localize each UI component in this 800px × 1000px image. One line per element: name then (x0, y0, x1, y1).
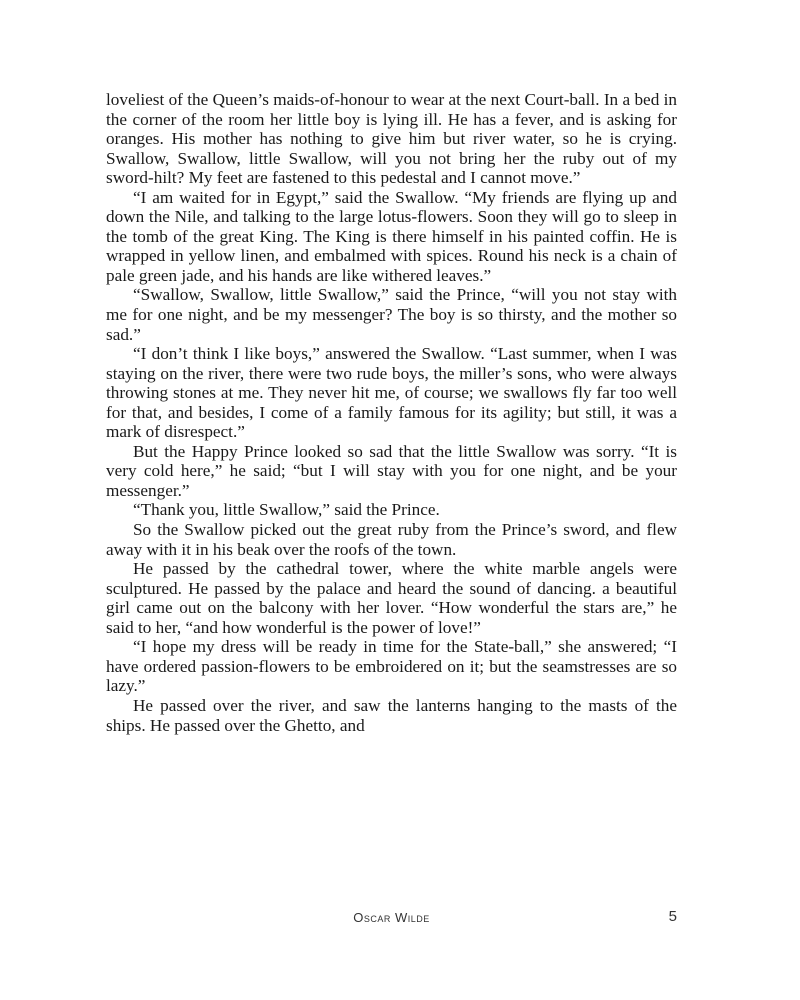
page-body (106, 90, 677, 735)
page-number: 5 (668, 908, 677, 925)
paragraph-1: loveliest of the Queen’s maids-of-honour to wear at the next Court-ball. In a bed in the corner of the room her little boy is lying ill. He has a fever, and is asking for oranges. His mother has nothing to give him but river water, so he is crying. Swallow, Swallow, little Swallow, will you not bring her the ruby out of my sword-hilt? My feet are fastened to this pedestal and I cannot move.” (106, 90, 677, 188)
paragraph-5: But the Happy Prince looked so sad that the little Swallow was sorry. “It is very cold here,” he said; “but I will stay with you for one night, and be your messenger.” (106, 441, 677, 500)
paragraph-7: So the Swallow picked out the great ruby from the Prince’s sword, and flew away with it in his beak over the roofs of the town. (106, 520, 677, 559)
paragraph-10: He passed over the river, and saw the lanterns hanging to the masts of the ships. He passed over the Ghetto, and (106, 695, 677, 735)
paragraph-4: “I don’t think I like boys,” answered the Swallow. “Last summer, when I was staying on the river, there were two rude boys, the miller’s sons, who were always throwing stones at me. They never hit me, of course; we swallows fly far too well for that, and besides, I come of a family famous for its agility; but still, it was a mark of disrespect.” (106, 344, 677, 442)
paragraph-8: He passed by the cathedral tower, where the white marble angels were sculptured. He passed by the palace and heard the sound of dancing. a beautiful girl came out on the balcony with her lover. “How wonderful the stars are,” he said to her, “and how wonderful is the power of love!” (106, 559, 677, 637)
paragraph-9: “I hope my dress will be ready in time for the State-ball,” she answered; “I have ordered passion-flowers to be embroidered on it; but the seamstresses are so lazy.” (106, 637, 677, 696)
paragraph-3: “Swallow, Swallow, little Swallow,” said the Prince, “will you not stay with me for one night, and be my messenger? The boy is so thirsty, and the mother so sad.” (106, 285, 677, 344)
paragraph-2: “I am waited for in Egypt,” said the Swallow. “My friends are flying up and down the Nile, and talking to the large lotus-flowers. Soon they will go to sleep in the tomb of the great King. The King is there himself in his painted coffin. He is wrapped in yellow linen, and embalmed with spices. Round his neck is a chain of pale green jade, and his hands are like withered leaves.” (106, 187, 677, 285)
paragraph-6: “Thank you, little Swallow,” said the Prince. (133, 500, 440, 520)
page-footer (106, 910, 677, 930)
running-footer-author: Oscar Wilde (353, 910, 430, 925)
